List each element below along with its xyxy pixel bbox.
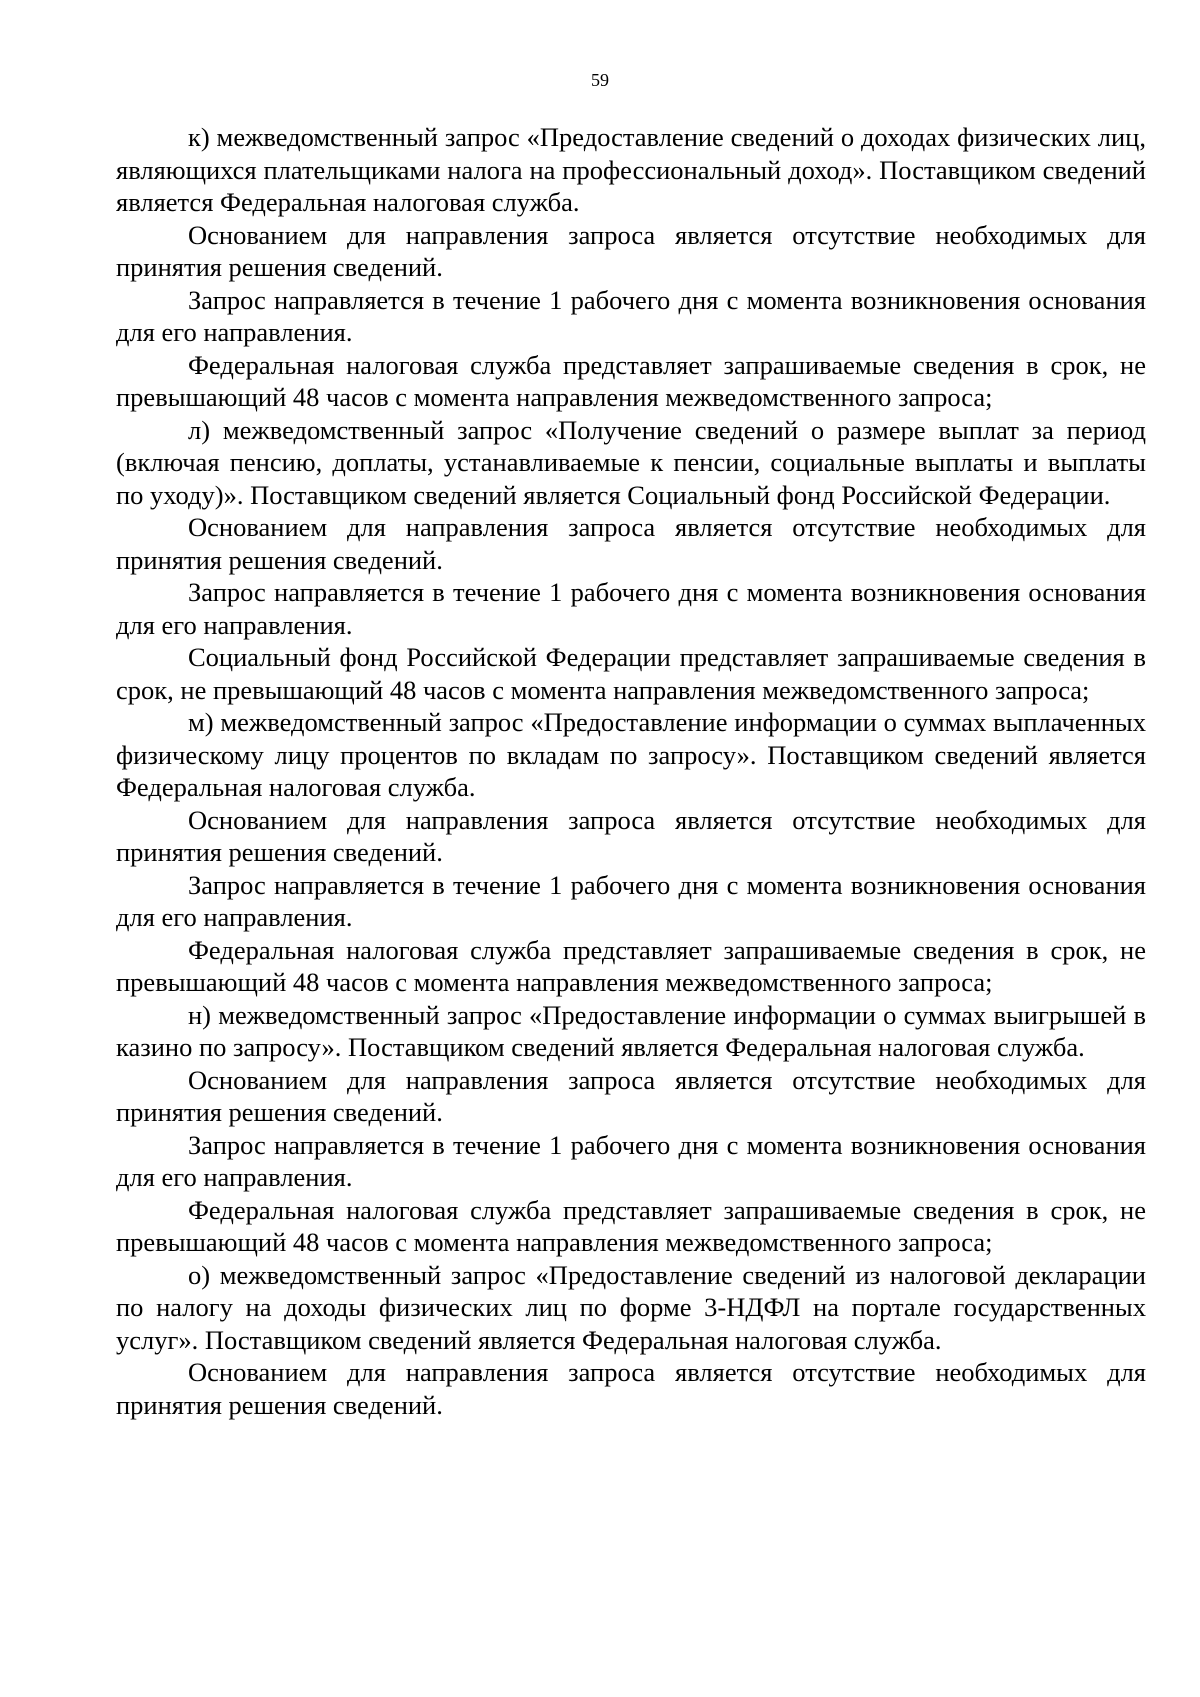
paragraph-timing: Запрос направляется в течение 1 рабочего дня с момента возникновения основания для его направления. — [116, 284, 1146, 347]
paragraph-timing: Запрос направляется в течение 1 рабочего дня с момента возникновения основания для его направления. — [116, 577, 1146, 640]
paragraph-basis: Основанием для направления запроса является отсутствие необходимых для принятия решения сведений. — [116, 1357, 1146, 1420]
paragraph-basis: Основанием для направления запроса является отсутствие необходимых для принятия решения сведений. — [116, 804, 1146, 867]
page-number: 59 — [591, 70, 609, 90]
paragraph-m-request: м) межведомственный запрос «Предоставление информации о суммах выплаченных физическому лицу процентов по вкладам по запросу». Поставщиком сведений является Федеральная налоговая служба. — [116, 707, 1146, 802]
paragraph-timing: Запрос направляется в течение 1 рабочего дня с момента возникновения основания для его направления. — [116, 1129, 1146, 1192]
paragraph-response-term: Федеральная налоговая служба представляет запрашиваемые сведения в срок, не превышающий 48 часов с момента направления межведомственного запроса; — [116, 1194, 1146, 1257]
paragraph-o-request: о) межведомственный запрос «Предоставление сведений из налоговой декларации по налогу на доходы физических лиц по форме 3-НДФЛ на портале государственных услуг». Поставщиком сведений является Федеральная налоговая служба. — [116, 1259, 1146, 1355]
paragraph-basis: Основанием для направления запроса является отсутствие необходимых для принятия решения сведений. — [116, 219, 1146, 282]
paragraph-n-request: н) межведомственный запрос «Предоставление информации о суммах выигрышей в казино по запросу». Поставщиком сведений является Федеральная налоговая служба. — [116, 999, 1146, 1062]
paragraph-response-term: Федеральная налоговая служба представляет запрашиваемые сведения в срок, не превышающий 48 часов с момента направления межведомственного запроса; — [116, 934, 1146, 997]
paragraph-response-term: Социальный фонд Российской Федерации представляет запрашиваемые сведения в срок, не превышающий 48 часов с момента направления межведомственного запроса; — [116, 642, 1146, 705]
paragraph-basis: Основанием для направления запроса является отсутствие необходимых для принятия решения сведений. — [116, 512, 1146, 575]
document-body — [116, 121, 1146, 1421]
paragraph-timing: Запрос направляется в течение 1 рабочего дня с момента возникновения основания для его направления. — [116, 869, 1146, 932]
paragraph-l-request: л) межведомственный запрос «Получение сведений о размере выплат за период (включая пенсию, доплаты, устанавливаемые к пенсии, социальные выплаты и выплаты по уходу)». Поставщиком сведений является Социальный фонд Российской Федерации. — [116, 414, 1146, 510]
paragraph-k-request: к) межведомственный запрос «Предоставление сведений о доходах физических лиц, являющихся плательщиками налога на профессиональный доход». Поставщиком сведений является Федеральная налоговая служба. — [116, 122, 1146, 217]
paragraph-response-term: Федеральная налоговая служба представляет запрашиваемые сведения в срок, не превышающий 48 часов с момента направления межведомственного запроса; — [116, 349, 1146, 412]
paragraph-basis: Основанием для направления запроса является отсутствие необходимых для принятия решения сведений. — [116, 1064, 1146, 1127]
